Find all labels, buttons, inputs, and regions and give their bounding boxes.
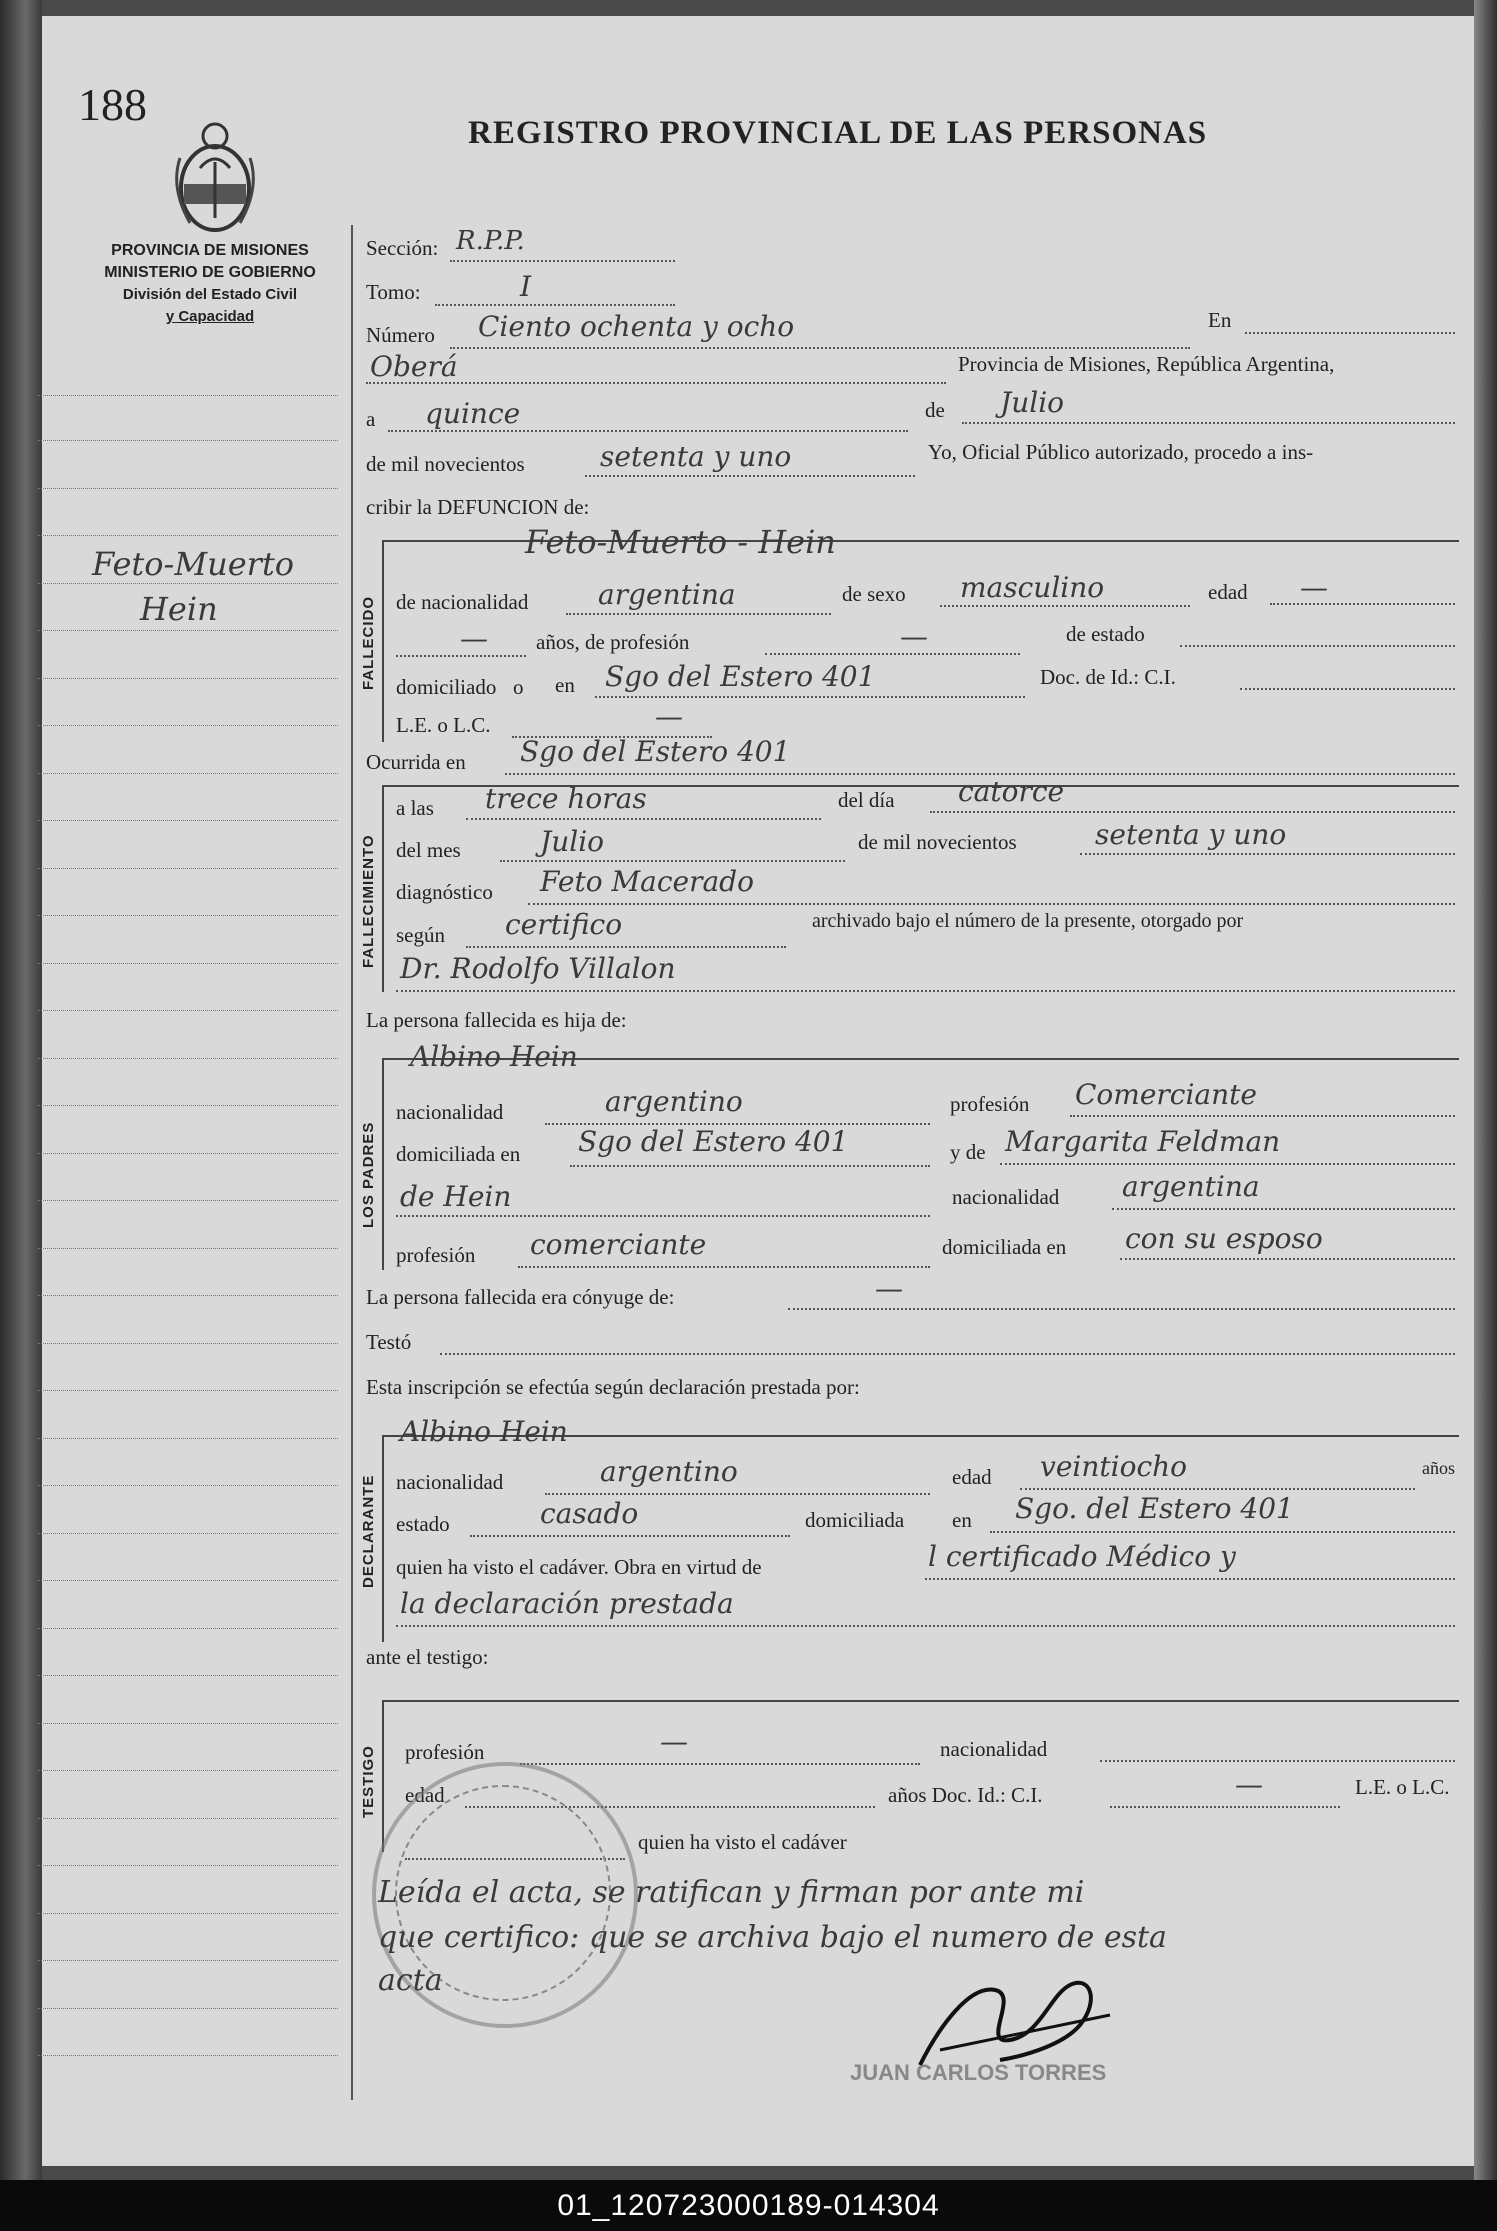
margin-line: [38, 2055, 338, 2056]
mil-label: de mil novecientos: [366, 452, 525, 476]
mes-fallecimiento-line: [500, 860, 845, 862]
margin-line: [38, 915, 338, 916]
padre-profesion-line: [1070, 1115, 1455, 1117]
a-las-label: a las: [396, 796, 434, 820]
dia-value: quince: [425, 397, 521, 430]
testo-line: [440, 1353, 1455, 1355]
declarante-edad-label: edad: [952, 1465, 992, 1489]
declarante-estado-label: estado: [396, 1512, 450, 1536]
seccion-value: R.P.P.: [456, 226, 525, 256]
padre-domicilio-value: Sgo del Estero 401: [578, 1125, 849, 1158]
conyuge-label: La persona fallecida era cónyuge de:: [366, 1285, 675, 1309]
madre-profesion-line: [518, 1266, 930, 1268]
fallecido-name: Feto-Muerto - Hein: [525, 523, 836, 561]
file-id: 01_120723000189-014304: [557, 2189, 940, 2222]
en-label: En: [1208, 308, 1232, 332]
madre-name-2: de Hein: [400, 1180, 512, 1213]
margin-line: [38, 1960, 338, 1961]
le-label: L.E. o L.C.: [396, 713, 491, 737]
margin-line: [38, 1533, 338, 1534]
anio-value: setenta y uno: [600, 440, 792, 473]
fallecido-section-label: FALLECIDO: [360, 596, 377, 690]
medico-value: Dr. Rodolfo Villalon: [400, 952, 676, 985]
inscribir-label: cribir la DEFUNCION de:: [366, 495, 590, 519]
declarante-estado-line: [470, 1535, 790, 1537]
declarante-nacionalidad-line: [545, 1493, 930, 1495]
closing-line-3: acta: [378, 1963, 443, 1998]
margin-line: [38, 1723, 338, 1724]
coat-of-arms-icon: [170, 118, 260, 236]
margin-line: [38, 678, 338, 679]
diagnostico-label: diagnóstico: [396, 880, 493, 904]
nacionalidad-line: [566, 613, 831, 615]
margin-line: [38, 1295, 338, 1296]
del-dia-label: del día: [838, 788, 895, 812]
margin-note-name: Feto-Muerto: [92, 545, 295, 583]
numero-value: Ciento ochenta y ocho: [478, 310, 795, 343]
margin-line: [38, 488, 338, 489]
document-title: REGISTRO PROVINCIAL DE LAS PERSONAS: [468, 115, 1208, 151]
declarante-en-label: en: [952, 1508, 972, 1532]
margin-line: [38, 1628, 338, 1629]
margin-line: [38, 1818, 338, 1819]
issuing-authority: [80, 240, 340, 328]
padre-name: Albino Hein: [410, 1040, 578, 1073]
authority-line: División del Estado Civil: [122, 286, 298, 303]
madre-profesion-label: profesión: [396, 1243, 476, 1267]
tomo-label: Tomo:: [366, 280, 421, 304]
tomo-value: I: [520, 270, 532, 303]
domicilio-line: [595, 696, 1025, 698]
doc-label: Doc. de Id.: C.I.: [1040, 665, 1176, 689]
margin-line: [38, 1153, 338, 1154]
declarante-anios-label: años: [1422, 1458, 1455, 1478]
padre-domicilio-line: [570, 1165, 930, 1167]
virtud-value-2: la declaración prestada: [400, 1587, 734, 1620]
hora-line: [466, 818, 821, 820]
declarante-section-label: DECLARANTE: [360, 1474, 377, 1588]
domiciliado-label: domiciliado: [396, 675, 497, 699]
profesion-value: —: [900, 620, 928, 653]
testigo-section-label: TESTIGO: [360, 1745, 377, 1818]
dia-fallecimiento-value: catorce: [958, 775, 1065, 808]
ocurrida-value: Sgo del Estero 401: [520, 735, 791, 768]
padre-profesion-label: profesión: [950, 1092, 1030, 1116]
sexo-value: masculino: [960, 571, 1105, 604]
margin-note-surname: Hein: [140, 590, 218, 628]
le-value: —: [655, 700, 683, 733]
padres-section-label: LOS PADRES: [360, 1121, 377, 1228]
margin-line: [38, 1438, 338, 1439]
testigo-visto-label: quien ha visto el cadáver: [638, 1830, 847, 1854]
madre-nacionalidad-value: argentina: [1122, 1170, 1260, 1203]
margin-line: [38, 773, 338, 774]
margin-line: [38, 440, 338, 441]
testigo-nacionalidad-label: nacionalidad: [940, 1737, 1048, 1761]
margin-line: [38, 535, 338, 536]
place-value: Oberá: [370, 350, 458, 383]
file-id-bar: [0, 2180, 1497, 2231]
margin-line: [38, 1675, 338, 1676]
edad-line: [1270, 603, 1455, 605]
del-mes-label: del mes: [396, 838, 461, 862]
madre-profesion-value: comerciante: [530, 1228, 707, 1261]
anio-fallecimiento-value: setenta y uno: [1095, 818, 1287, 851]
margin-line: [38, 583, 338, 584]
sexo-line: [940, 605, 1190, 607]
margin-line: [38, 630, 338, 631]
anio-fallecimiento-line: [1080, 853, 1455, 855]
domiciliado-suffix: o: [513, 675, 524, 699]
margin-line: [38, 1865, 338, 1866]
margin-divider: [351, 225, 353, 2100]
testigo-anios-label: años Doc. Id.: C.I.: [888, 1783, 1043, 1807]
edad-label: edad: [1208, 580, 1248, 604]
closing-line-1: Leída el acta, se ratifican y firman por ante mi: [378, 1875, 1085, 1910]
testigo-ci-value: —: [1235, 1768, 1263, 1801]
mes-fallecimiento-value: Julio: [540, 825, 605, 858]
nacionalidad-value: argentina: [598, 578, 736, 611]
authority-line: PROVINCIA DE MISIONES: [111, 242, 309, 259]
madre-domicilio-value: con su esposo: [1125, 1222, 1323, 1255]
virtud-line: [925, 1578, 1455, 1580]
segun-label: según: [396, 923, 445, 947]
declarante-estado-value: casado: [540, 1497, 639, 1530]
declarante-domicilio-value: Sgo. del Estero 401: [1015, 1492, 1294, 1525]
archivado-label: archivado bajo el número de la presente, otorgado por: [812, 910, 1244, 932]
page-edge: [1474, 0, 1497, 2180]
testigo-edad-label: edad: [405, 1783, 445, 1807]
authority-line: MINISTERIO DE GOBIERNO: [104, 264, 316, 281]
virtud-line-2: [396, 1625, 1455, 1627]
declarante-domicilio-label: domiciliada: [805, 1508, 905, 1532]
margin-line: [38, 963, 338, 964]
madre-nacionalidad-line: [1112, 1208, 1455, 1210]
domicilio-value: Sgo del Estero 401: [605, 660, 876, 693]
diagnostico-line: [528, 903, 1455, 905]
margin-line: [38, 1913, 338, 1914]
seccion-line: [450, 260, 675, 262]
sexo-label: de sexo: [842, 582, 906, 606]
anio-line: [585, 475, 915, 477]
testigo-profesion-label: profesión: [405, 1740, 485, 1764]
hora-value: trece horas: [485, 782, 647, 815]
diagnostico-value: Feto Macerado: [540, 865, 754, 898]
margin-line: [38, 1485, 338, 1486]
declarante-nacionalidad-label: nacionalidad: [396, 1470, 504, 1494]
margin-line: [38, 820, 338, 821]
margin-line: [38, 868, 338, 869]
declarante-nacionalidad-value: argentino: [600, 1455, 738, 1488]
dia-line: [930, 811, 1455, 813]
anios-value: —: [460, 622, 488, 655]
numero-label: Número: [366, 323, 435, 347]
margin-line: [38, 2008, 338, 2009]
estado-label: de estado: [1066, 622, 1145, 646]
margin-line: [38, 1105, 338, 1106]
provincia-label: Provincia de Misiones, República Argentina,: [958, 352, 1335, 376]
madre-line: [1000, 1163, 1455, 1165]
conyuge-line: [788, 1308, 1455, 1310]
segun-value: certifico: [505, 908, 623, 941]
oficial-label: Yo, Oficial Público autorizado, procedo a ins-: [928, 440, 1314, 464]
seccion-label: Sección:: [366, 236, 439, 260]
declarante-edad-line: [1020, 1488, 1415, 1490]
testigo-le-label: L.E. o L.C.: [1355, 1775, 1450, 1799]
margin-line: [38, 1580, 338, 1581]
virtud-value: l certificado Médico y: [928, 1540, 1236, 1573]
ante-testigo-label: ante el testigo:: [366, 1645, 489, 1669]
hija-label: La persona fallecida es hija de:: [366, 1008, 627, 1032]
domicilio-en-label: en: [555, 673, 575, 697]
mes-value: Julio: [1000, 386, 1065, 419]
margin-line: [38, 1058, 338, 1059]
testo-label: Testó: [366, 1330, 412, 1354]
edad-value: —: [1300, 571, 1328, 604]
testigo-ci-line: [1110, 1806, 1340, 1808]
nacionalidad-label: de nacionalidad: [396, 590, 529, 614]
declarante-intro-label: Esta inscripción se efectúa según declaración prestada por:: [366, 1375, 860, 1399]
estado-line: [1180, 645, 1455, 647]
madre-name-line-2: [396, 1215, 930, 1217]
page-number: 188: [78, 79, 147, 130]
de-label: de: [925, 398, 945, 422]
mil-fallecimiento-label: de mil novecientos: [858, 830, 1017, 854]
numero-line: [450, 347, 1190, 349]
margin-line: [38, 725, 338, 726]
segun-line: [466, 946, 786, 948]
declarante-edad-value: veintiocho: [1040, 1450, 1188, 1483]
stamp-name: JUAN CARLOS TORRES: [850, 2060, 1107, 2085]
padre-domicilio-label: domiciliada en: [396, 1142, 521, 1166]
anios-line: [396, 655, 526, 657]
tomo-line: [435, 304, 675, 306]
closing-line-2: que certifico: que se archiva bajo el numero de esta: [378, 1920, 1167, 1955]
padre-profesion-value: Comerciante: [1075, 1078, 1257, 1111]
testigo-profesion-line: [520, 1763, 920, 1765]
madre-domicilio-line: [1120, 1258, 1455, 1260]
margin-line: [38, 1200, 338, 1201]
padre-nacionalidad-value: argentino: [605, 1085, 743, 1118]
margin-line: [38, 1248, 338, 1249]
margin-line: [38, 1390, 338, 1391]
mes-line: [962, 422, 1455, 424]
madre-domicilio-label: domiciliada en: [942, 1235, 1067, 1259]
ocurrida-label: Ocurrida en: [366, 750, 466, 774]
margin-line: [38, 1343, 338, 1344]
madre-nacionalidad-label: nacionalidad: [952, 1185, 1060, 1209]
profesion-line: [765, 653, 1020, 655]
madre-name: Margarita Feldman: [1005, 1125, 1281, 1158]
book-binding: [0, 0, 42, 2180]
fallecimiento-section-label: FALLECIMIENTO: [360, 834, 377, 968]
declarante-name: Albino Hein: [400, 1415, 568, 1448]
testigo-profesion-value: —: [660, 1725, 688, 1758]
conyuge-value: —: [875, 1272, 903, 1305]
en-line: [1245, 332, 1455, 334]
declarante-domicilio-line: [990, 1531, 1455, 1533]
margin-line: [38, 1770, 338, 1771]
padre-nacionalidad-label: nacionalidad: [396, 1100, 504, 1124]
y-de-label: y de: [950, 1140, 986, 1164]
anios-profesion-label: años, de profesión: [536, 630, 690, 654]
declarante-visto-label: quien ha visto el cadáver. Obra en virtud de: [396, 1555, 762, 1579]
dia-line: [388, 430, 908, 432]
medico-line: [396, 990, 1455, 992]
margin-line: [38, 395, 338, 396]
authority-line: y Capacidad: [165, 308, 255, 325]
margin-line: [38, 1010, 338, 1011]
doc-line: [1240, 688, 1455, 690]
testigo-nacionalidad-line: [1100, 1760, 1455, 1762]
a-label: a: [366, 407, 376, 431]
